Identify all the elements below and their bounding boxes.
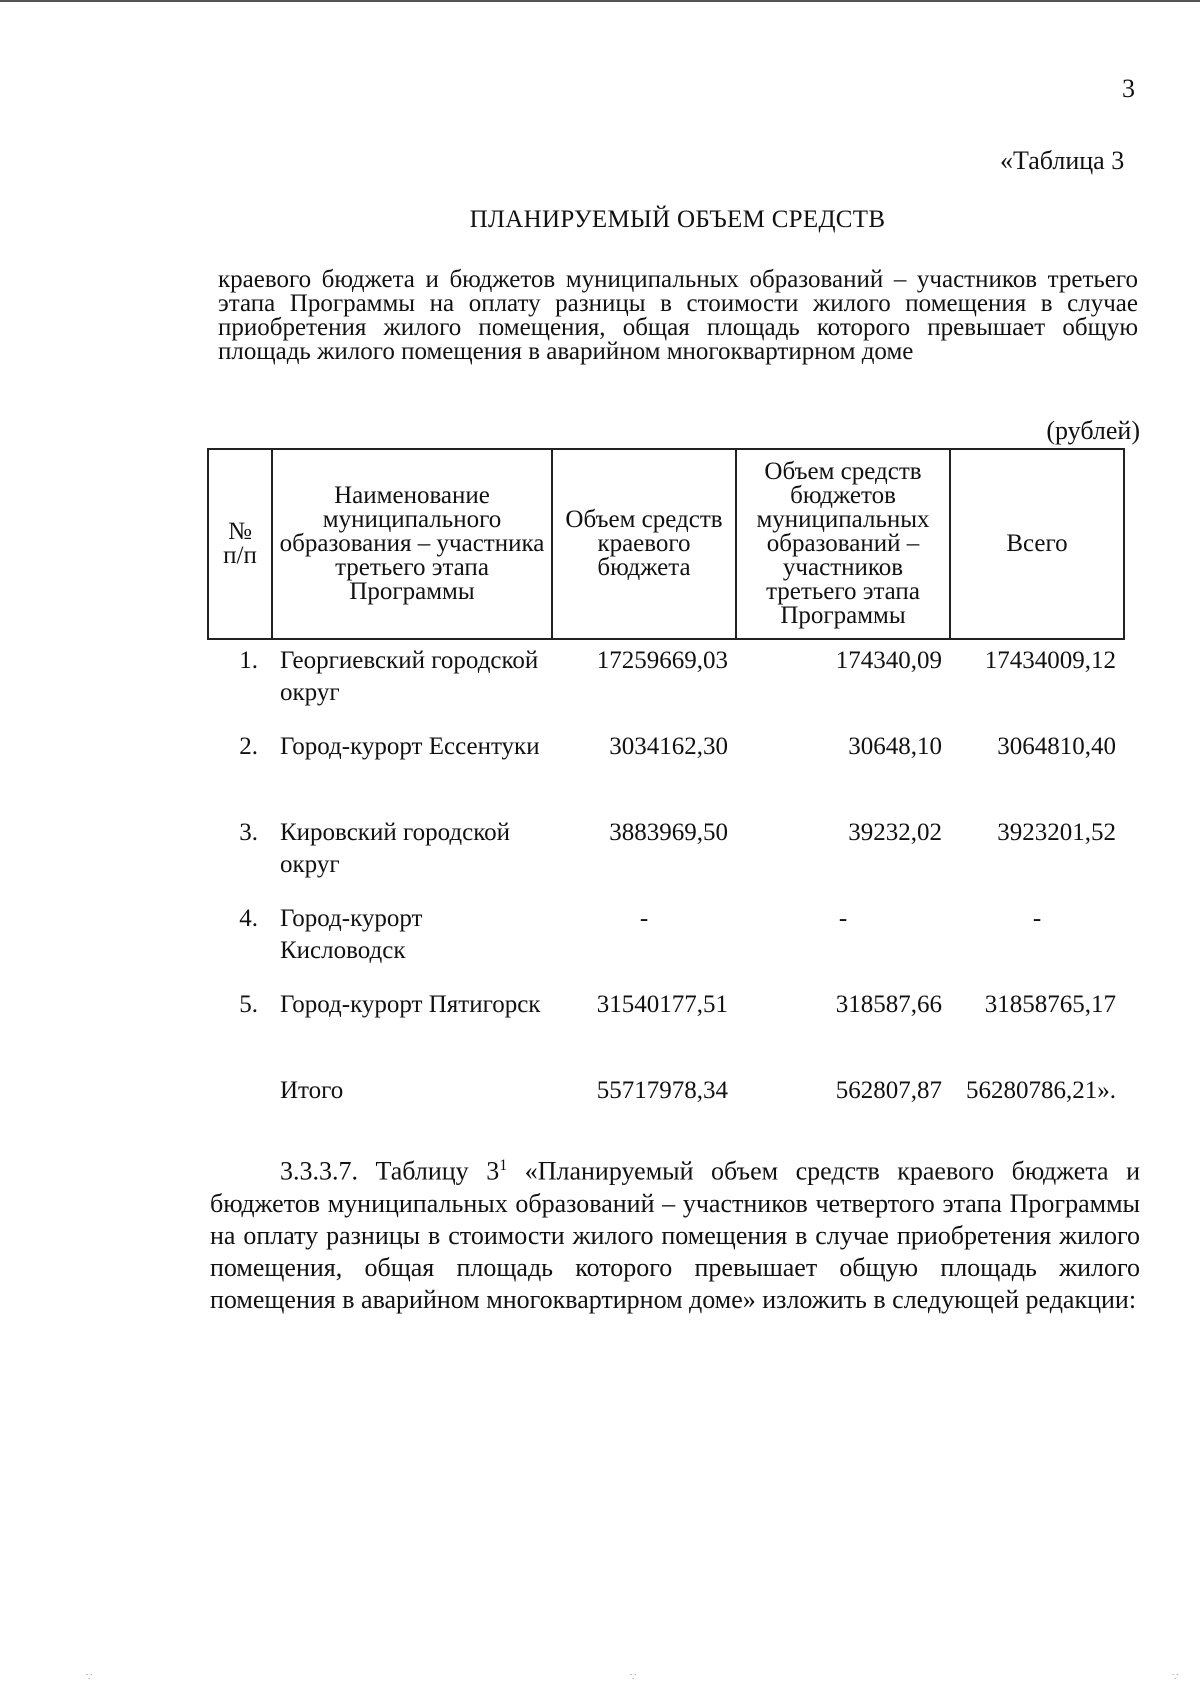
top-border-line — [0, 0, 1200, 2]
row-num: 3. — [239, 819, 258, 846]
body-paragraph — [210, 1150, 1140, 1316]
table-row — [208, 639, 1124, 726]
total-num-empty — [208, 1070, 272, 1125]
total-label: Итого — [280, 1077, 344, 1104]
total-municipal: 562807,87 — [835, 1077, 942, 1104]
table-label: «Таблица 3 — [1000, 146, 1125, 175]
row-municipal: 30648,10 — [848, 733, 942, 760]
table-total-row — [208, 1070, 1124, 1125]
row-municipal: 39232,02 — [848, 819, 942, 846]
scan-speck: ∵ — [86, 1672, 93, 1683]
row-total: - — [1032, 905, 1042, 932]
row-municipal: - — [838, 905, 848, 932]
row-name: Георгиевский городской округ — [280, 647, 539, 706]
header-regional: Объем средств краевого бюджета — [552, 449, 736, 639]
row-name: Кировский городской округ — [280, 819, 510, 878]
document-subtitle: краевого бюджета и бюджетов муниципальных образований – участников третьего этапа Программы на оплату разницы в стоимости жилого помещения в случае приобретения жилого помещения, общая площадь которого превышает общую площадь жилого помещения в аварийном многоквартирном доме — [218, 266, 1138, 365]
row-name: Город-курорт Ессентуки — [280, 733, 540, 760]
row-total: 31858765,17 — [984, 991, 1116, 1018]
page-number: 3 — [1122, 74, 1135, 103]
table-row — [208, 812, 1124, 898]
row-name: Город-курорт Кисловодск — [280, 905, 423, 964]
scan-speck: ∵ — [630, 1672, 637, 1683]
row-num: 5. — [239, 991, 258, 1018]
header-municipal: Объем средств бюджетов муниципальных образований – участников третьего этапа Программы — [736, 449, 950, 639]
table-row — [208, 726, 1124, 812]
total-total: 56280786,21». — [966, 1077, 1116, 1104]
header-num: № п/п — [208, 449, 272, 639]
row-regional: - — [639, 905, 649, 932]
row-num: 4. — [239, 905, 258, 932]
table-header-row — [208, 449, 1124, 639]
unit-label: (рублей) — [1046, 416, 1140, 445]
row-regional: 3034162,30 — [609, 733, 728, 760]
row-municipal: 174340,09 — [835, 647, 942, 674]
row-num: 2. — [239, 733, 258, 760]
table-row — [208, 984, 1124, 1070]
funding-table — [207, 448, 1125, 1125]
row-name: Город-курорт Пятигорск — [280, 991, 541, 1018]
row-municipal: 318587,66 — [835, 991, 942, 1018]
row-total: 3923201,52 — [997, 819, 1116, 846]
header-total: Всего — [950, 449, 1124, 639]
row-total: 17434009,12 — [984, 647, 1116, 674]
row-num: 1. — [239, 647, 258, 674]
paragraph-rest: «Планируемый объем средств краевого бюджета и бюджетов муниципальных образований – участников четвертого этапа Программы на оплату разницы в стоимости жилого помещения в случае приобретения жилого помещения, общая площадь которого превышает общую площадь жилого помещения в аварийном многоквартирном доме» изложить в следующей редакции: — [210, 1156, 1140, 1314]
row-regional: 3883969,50 — [609, 819, 728, 846]
document-title: ПЛАНИРУЕМЫЙ ОБЪЕМ СРЕДСТВ — [469, 206, 886, 233]
header-name: Наименование муниципального образования – участника третьего этапа Программы — [272, 449, 552, 639]
row-total: 3064810,40 — [997, 733, 1116, 760]
row-regional: 31540177,51 — [596, 991, 728, 1018]
scan-speck: ∵ — [1172, 1672, 1179, 1683]
paragraph-superscript: 1 — [499, 1157, 508, 1174]
paragraph-start: 3.3.3.7. Таблицу 3 — [280, 1156, 500, 1186]
table-row — [208, 898, 1124, 984]
row-regional: 17259669,03 — [596, 647, 728, 674]
total-regional: 55717978,34 — [596, 1077, 728, 1104]
